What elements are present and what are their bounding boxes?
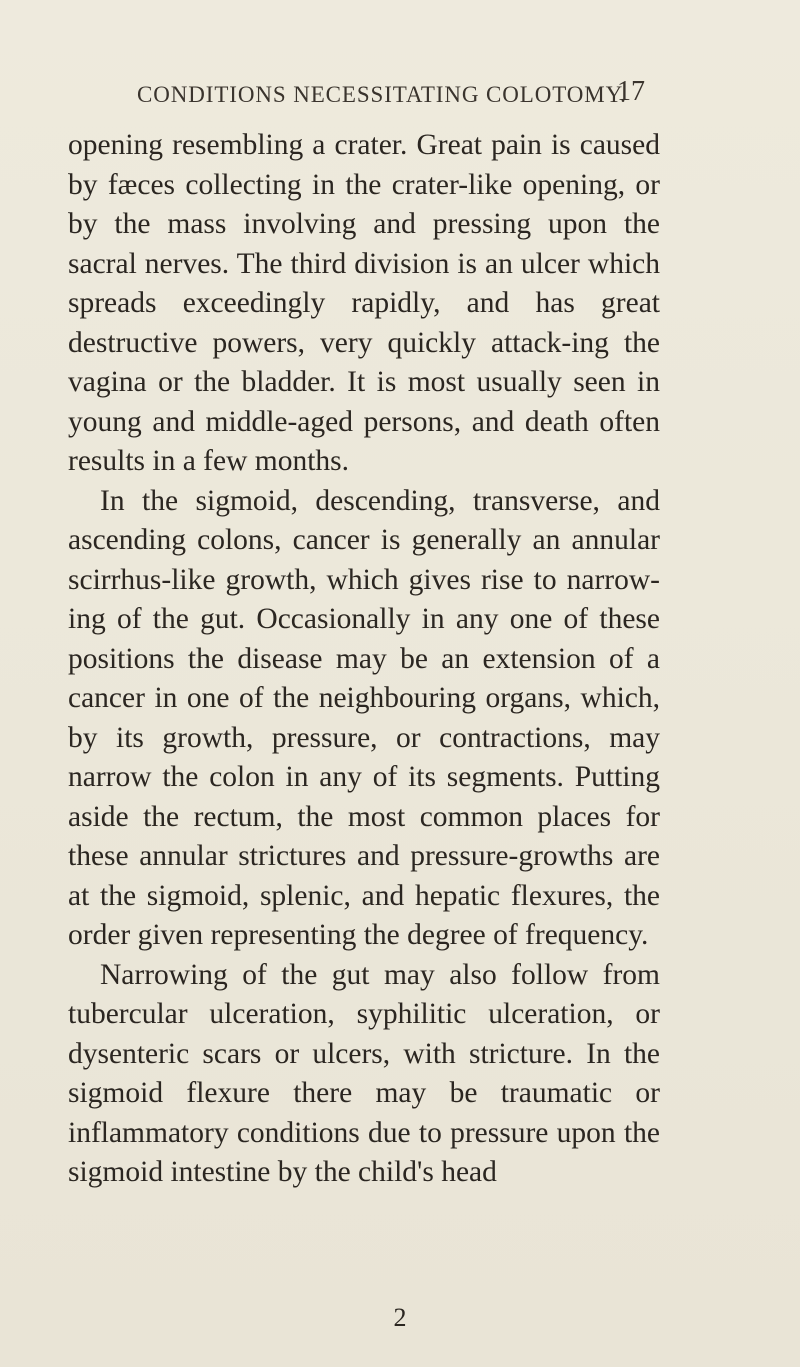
running-head bbox=[0, 74, 800, 114]
paragraph-colon-cancer: In the sigmoid, descending, transverse, and ascending colons, cancer is generally an annular scirrhus-like growth, which gives rise to narrow-ing of the gut. Occasionally in any one of these positions the disease may be an extension of a cancer in one of the neighbouring organs, which, by its growth, pressure, or contractions, may narrow the colon in any of its segments. Putting aside the rectum, the most common places for these annular strictures and pressure-growths are at the sigmoid, splenic, and hepatic flexures, the order given representing the degree of frequency. bbox=[68, 484, 660, 951]
running-title: CONDITIONS NECESSITATING COLOTOMY. bbox=[137, 82, 627, 107]
paragraph-continued: opening resembling a crater. Great pain is caused by fæces collecting in the crater-like opening, or by the mass involving and pressing upon the sacral nerves. The third division is an ulcer which spreads exceedingly rapidly, and has great destructive powers, very quickly attack-ing the vagina or the bladder. It is most usually seen in young and middle-aged persons, and death often results in a few months. bbox=[68, 129, 660, 477]
body-text bbox=[68, 126, 660, 1193]
page-number: 17 bbox=[617, 76, 645, 107]
paragraph-narrowing: Narrowing of the gut may also follow from tubercular ulceration, syphilitic ulceration, or dysenteric scars or ulcers, with stricture. In the sigmoid flexure there may be traumatic or inflammatory conditions due to pressure upon the sigmoid intestine by the child's head bbox=[68, 958, 660, 1188]
signature-mark: 2 bbox=[393, 1303, 407, 1332]
